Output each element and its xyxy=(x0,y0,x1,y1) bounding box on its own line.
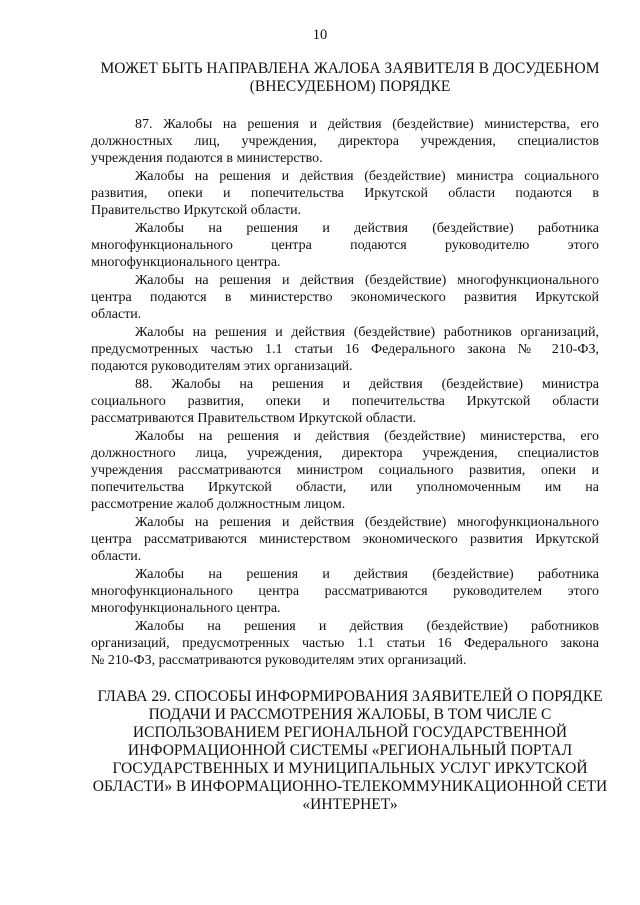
paragraph xyxy=(91,168,599,219)
section-heading xyxy=(90,60,610,96)
chapter-heading-line: ГЛАВА 29. СПОСОБЫ ИНФОРМИРОВАНИЯ ЗАЯВИТЕЛЕЙ О ПОРЯДКЕ xyxy=(97,688,603,705)
paragraph xyxy=(91,272,599,323)
section-heading-line: (ВНЕСУДЕБНОМ) ПОРЯДКЕ xyxy=(249,78,451,95)
paragraph-line: должностных лиц, учреждения, директора учреждения, специалистов xyxy=(91,134,599,149)
paragraph-line: центра рассматриваются министерством экономического развития Иркутской xyxy=(91,532,599,547)
paragraph-line: рассмотрение жалоб должностным лицом. xyxy=(91,497,346,512)
paragraph-line: области. xyxy=(91,549,142,564)
paragraph-line: 87. Жалобы на решения и действия (бездействие) министерства, его xyxy=(135,117,599,132)
paragraph-line: подаются руководителям этих организаций. xyxy=(91,359,353,374)
chapter-heading-line: ПОДАЧИ И РАССМОТРЕНИЯ ЖАЛОБЫ, В ТОМ ЧИСЛЕ С xyxy=(148,706,552,723)
paragraph-line: Жалобы на решения и действия (бездействие) работника xyxy=(135,567,599,582)
paragraph-line: № 210-ФЗ, рассматриваются руководителям этих организаций. xyxy=(91,653,467,668)
paragraph-line: многофункционального центра. xyxy=(91,601,281,616)
paragraph-line: организаций, предусмотренных частью 1.1 статьи 16 Федерального закона xyxy=(91,636,599,651)
section-heading-line: МОЖЕТ БЫТЬ НАПРАВЛЕНА ЖАЛОБА ЗАЯВИТЕЛЯ В ДОСУДЕБНОМ xyxy=(100,60,600,77)
paragraph-line: Жалобы на решения и действия (бездействие) работника xyxy=(135,221,599,236)
document-body xyxy=(91,116,599,670)
paragraph-line: Жалобы на решения и действия (бездействие) работников организаций, xyxy=(135,325,599,340)
paragraph-line: социального развития, опеки и попечительства Иркутской области xyxy=(91,394,599,409)
chapter-heading-line: ИНФОРМАЦИОННОЙ СИСТЕМЫ «РЕГИОНАЛЬНЫЙ ПОРТАЛ xyxy=(127,742,573,759)
paragraph-line: учреждения рассматриваются министром социального развития, опеки и xyxy=(91,463,599,478)
paragraph-line: области. xyxy=(91,307,142,322)
paragraph-line: многофункционального центра подаются руководителю этого xyxy=(91,238,599,253)
paragraph xyxy=(91,324,599,375)
paragraph xyxy=(91,220,599,271)
paragraph-line: предусмотренных частью 1.1 статьи 16 Федерального закона № 210-ФЗ, xyxy=(91,342,599,357)
chapter-heading-line: «ИНТЕРНЕТ» xyxy=(302,796,398,813)
page-number: 10 xyxy=(312,27,328,43)
paragraph-line: рассматриваются Правительством Иркутской области. xyxy=(91,411,417,426)
chapter-heading-line: ОБЛАСТИ» В ИНФОРМАЦИОННО-ТЕЛЕКОММУНИКАЦИОННОЙ СЕТИ xyxy=(92,778,608,795)
paragraph-line: развития, опеки и попечительства Иркутской области подаются в xyxy=(91,186,599,201)
paragraph-line: 88. Жалобы на решения и действия (бездействие) министра xyxy=(135,377,599,392)
paragraph xyxy=(91,376,599,427)
paragraph-line: Жалобы на решения и действия (бездействие) многофункционального xyxy=(135,515,599,530)
paragraph xyxy=(91,428,599,513)
chapter-heading-line: ГОСУДАРСТВЕННЫХ И МУНИЦИПАЛЬНЫХ УСЛУГ ИРКУТСКОЙ xyxy=(112,760,588,777)
paragraph xyxy=(91,618,599,669)
paragraph-line: многофункционального центра рассматриваются руководителем этого xyxy=(91,584,599,599)
paragraph-line: учреждения подаются в министерство. xyxy=(91,151,323,166)
paragraph-line: Жалобы на решения и действия (бездействие) работников xyxy=(135,619,599,634)
paragraph xyxy=(91,514,599,565)
paragraph-line: Правительство Иркутской области. xyxy=(91,203,302,218)
paragraph xyxy=(91,566,599,617)
paragraph-line: Жалобы на решения и действия (бездействие) многофункционального xyxy=(135,273,599,288)
paragraph xyxy=(91,116,599,167)
chapter-heading-line: ИСПОЛЬЗОВАНИЕМ РЕГИОНАЛЬНОЙ ГОСУДАРСТВЕННОЙ xyxy=(132,724,568,741)
paragraph-line: должностного лица, учреждения, директора учреждения, специалистов xyxy=(91,446,599,461)
paragraph-line: центра подаются в министерство экономического развития Иркутской xyxy=(91,290,599,305)
paragraph-line: Жалобы на решения и действия (бездействие) министерства, его xyxy=(135,429,599,444)
paragraph-line: попечительства Иркутской области, или уполномоченным им на xyxy=(91,480,599,495)
paragraph-line: Жалобы на решения и действия (бездействие) министра социального xyxy=(135,169,599,184)
paragraph-line: многофункционального центра. xyxy=(91,255,281,270)
chapter-heading xyxy=(90,688,610,814)
